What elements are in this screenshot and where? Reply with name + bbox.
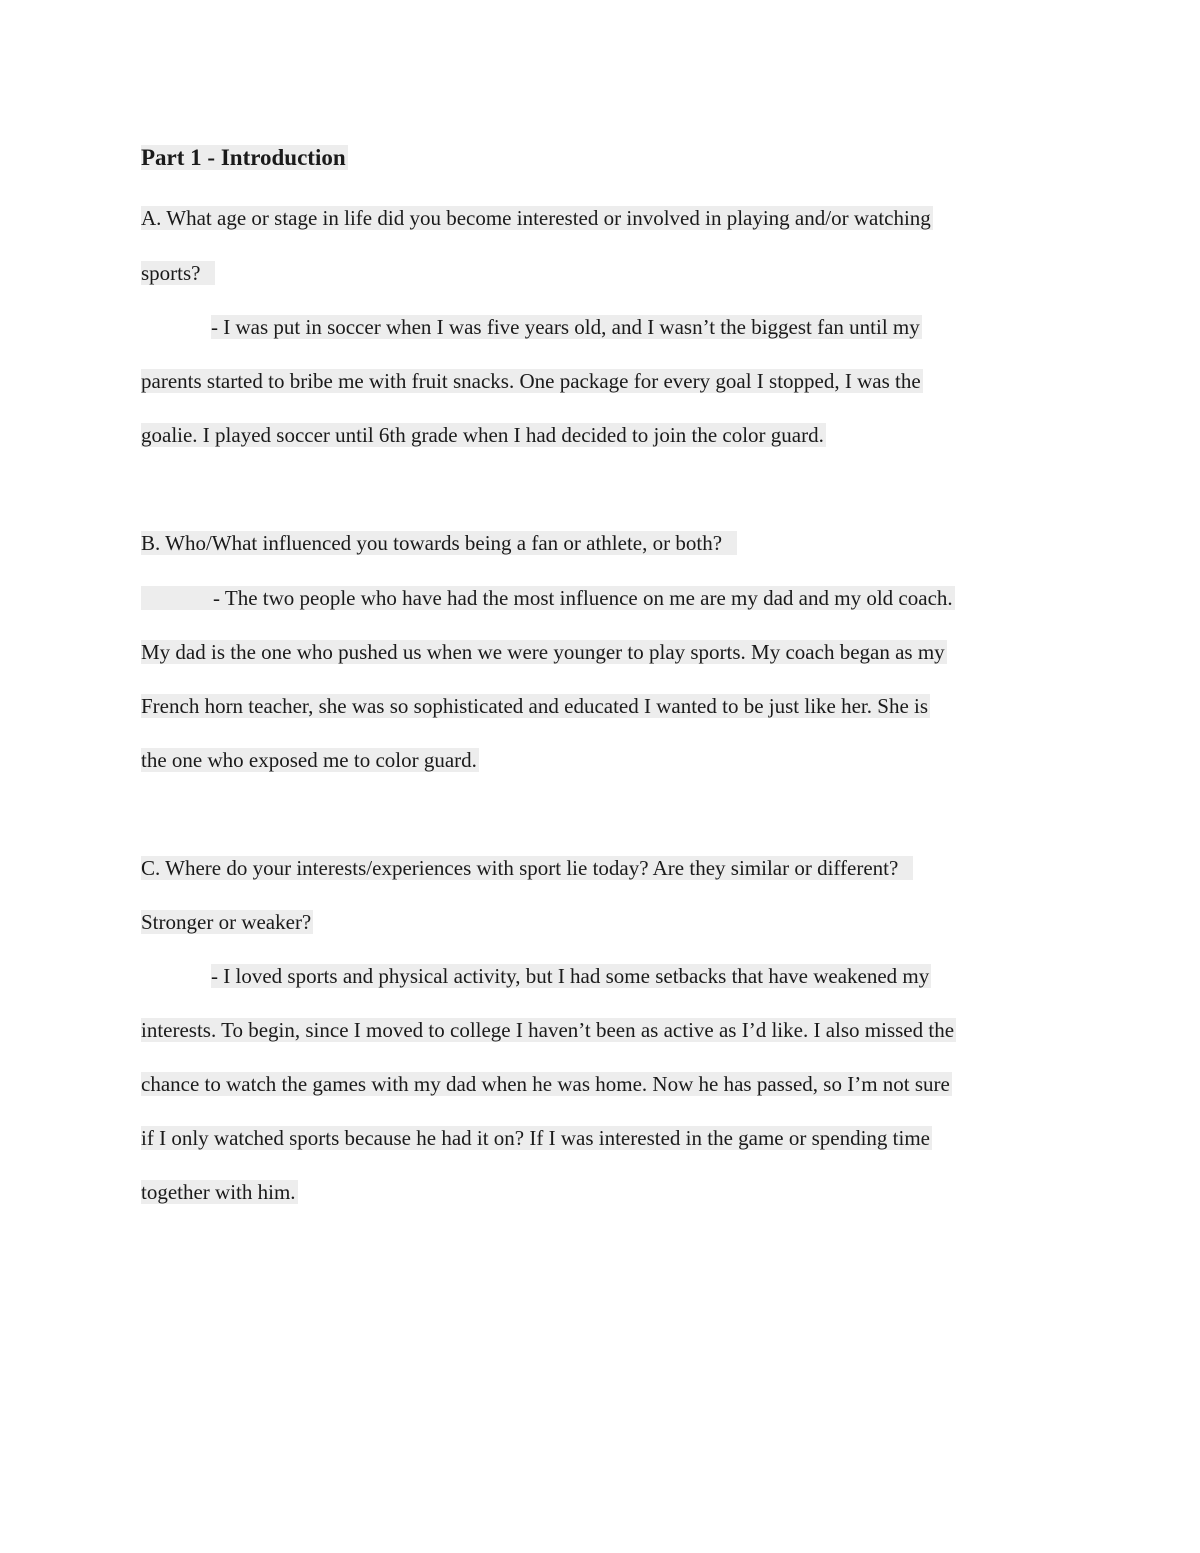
question-a-line-2: sports? — [141, 258, 215, 288]
answer-b-line-1: - The two people who have had the most influence on me are my dad and my old coach. — [141, 583, 955, 613]
answer-b-line-4: the one who exposed me to color guard. — [141, 748, 477, 772]
answer-a-line-1: - I was put in soccer when I was five years old, and I wasn’t the biggest fan until my — [211, 315, 920, 339]
answer-c-line-1: - I loved sports and physical activity, but I had some setbacks that have weakened my — [211, 964, 930, 988]
answer-c-line-3: chance to watch the games with my dad when he was home. Now he has passed, so I’m not sure — [141, 1072, 950, 1096]
answer-c-line-4: if I only watched sports because he had it on? If I was interested in the game or spending time — [141, 1126, 931, 1150]
question-b-line-1: B. Who/What influenced you towards being a fan or athlete, or both? — [141, 528, 737, 558]
answer-b-line-3: French horn teacher, she was so sophisticated and educated I wanted to be just like her. She is — [141, 694, 929, 718]
answer-c-line-2: interests. To begin, since I moved to college I haven’t been as active as I’d like. I also missed the — [141, 1018, 955, 1042]
answer-a-line-2: parents started to bribe me with fruit snacks. One package for every goal I stopped, I was the — [141, 369, 921, 393]
question-a-line-1: A. What age or stage in life did you become interested or involved in playing and/or watching — [141, 206, 931, 230]
answer-c-line-5: together with him. — [141, 1180, 296, 1204]
question-c-line-2: Stronger or weaker? — [141, 910, 312, 934]
question-c-line-1: C. Where do your interests/experiences with sport lie today? Are they similar or different? — [141, 853, 913, 883]
answer-a-line-3: goalie. I played soccer until 6th grade when I had decided to join the color guard. — [141, 423, 824, 447]
answer-b-line-2: My dad is the one who pushed us when we were younger to play sports. My coach began as my — [141, 640, 945, 664]
document-title: Part 1 - Introduction — [141, 145, 346, 170]
